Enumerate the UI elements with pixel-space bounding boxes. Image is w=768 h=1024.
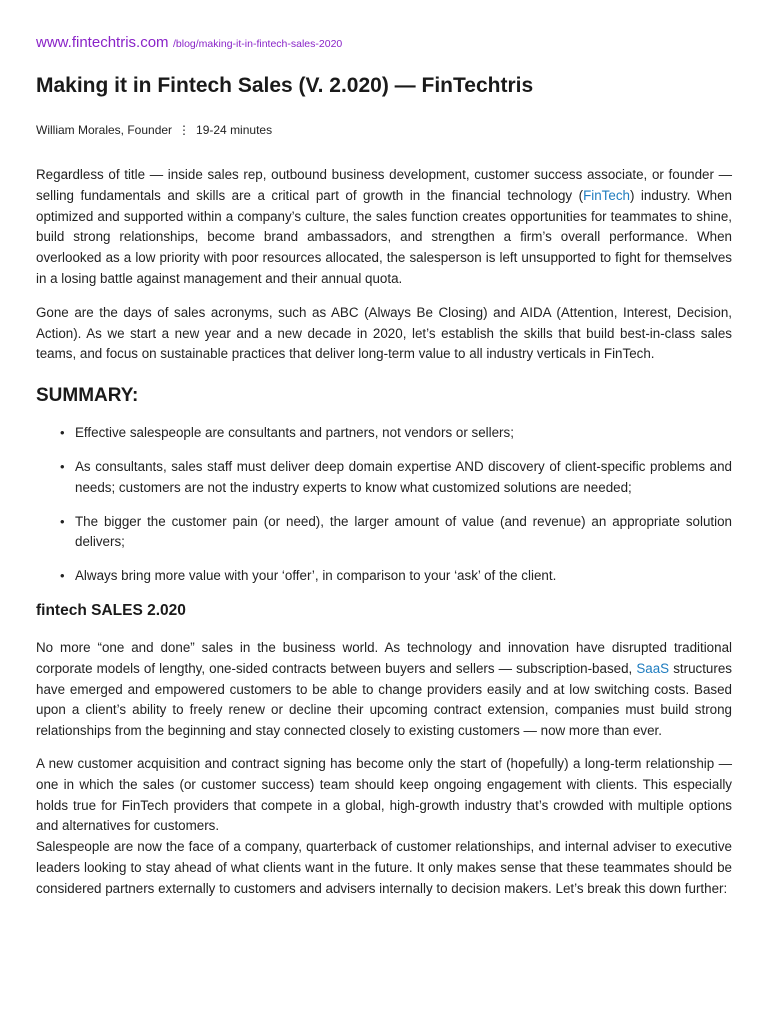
list-item [60, 457, 732, 499]
bullet-icon: • [60, 568, 65, 584]
paragraph-acquisition: A new customer acquisition and contract signing has become only the start of (hopefully) a long-term relationship — one in which the sales (or customer success) team should keep ongoing engagement with clients. This especially holds true for FinTech providers that compete in a global, high-growth industry that’s crowded with multiple options and alternatives for customers. [36, 755, 732, 834]
paragraph-text: structures have emerged and empowered customers to be able to change providers easily and at low switching costs. Based upon a client’s ability to freely renew or decline their upcoming contract extension, companies must build strong relationships from the beginning and stay connected closely to existing customers — now more than ever. [36, 660, 732, 739]
paragraph-text: No more “one and done” sales in the business world. As technology and innovation have disrupted traditional corporate models of lengthy, one-sided contracts between buyers and sellers — subscription-based, [36, 639, 732, 676]
section-heading: fintech SALES 2.020 [36, 601, 186, 619]
paragraph-acronyms: Gone are the days of sales acronyms, such as ABC (Always Be Closing) and AIDA (Attention, Interest, Decision, Action). As we start a new year and a new decade in 2020, let’s establish the skills that build best-in-class sales teams, and focus on sustainable practices that deliver long-term value to all industry verticals in FinTech. [36, 304, 732, 362]
paragraph-intro [36, 165, 732, 290]
source-url [36, 32, 732, 55]
bullet-icon: • [60, 458, 65, 474]
paragraph-saas [36, 638, 732, 742]
article-body [36, 165, 732, 900]
list-item-text: Effective salespeople are consultants and partners, not vendors or sellers; [75, 425, 514, 441]
list-item-text: As consultants, sales staff must deliver deep domain expertise AND discovery of client-specific problems and needs; customers are not the industry experts to know what customized solutions are needed; [75, 458, 732, 495]
byline: William Morales, Founder ⋮ 19-24 minutes [36, 123, 273, 137]
fintech-link[interactable]: FinTech [583, 187, 630, 203]
site-domain-link[interactable]: www.fintechtris.com [36, 34, 169, 51]
paragraph-text: ) industry. When optimized and supported within a company’s culture, the sales function creates opportunities for teammates to shine, build strong relationships, become brand ambassadors, and strengthen a firm’s overall performance. When overlooked as a low priority with poor resources allocated, the salesperson is left unsupported to fight for themselves in a losing battle against management and their annual quota. [36, 187, 732, 286]
list-item-text: Always bring more value with your ‘offer’, in comparison to your ‘ask’ of the client. [75, 568, 557, 584]
list-item [60, 566, 732, 587]
paragraph-text: Regardless of title — inside sales rep, outbound business development, customer success associate, or founder — selling fundamentals and skills are a critical part of growth in the financial technology ( [36, 167, 732, 203]
list-item-text: The bigger the customer pain (or need), the larger amount of value (and revenue) an appropriate solution delivers; [75, 513, 732, 550]
bullet-icon: • [60, 425, 65, 441]
article-path-link[interactable]: /blog/making-it-in-fintech-sales-2020 [173, 38, 343, 50]
summary-list [36, 423, 732, 587]
page-title: Making it in Fintech Sales (V. 2.020) — FinTechtris [36, 74, 534, 97]
saas-link[interactable]: SaaS [636, 660, 670, 676]
paragraph-salespeople: Salespeople are now the face of a company, quarterback of customer relationships, and internal adviser to executive leaders looking to stay ahead of what clients want in the future. It only makes sense that these teammates should be considered partners externally to customers and advisers internally to decision makers. Let’s break this down further: [36, 839, 732, 896]
summary-heading: SUMMARY: [36, 385, 139, 407]
list-item [60, 423, 732, 444]
list-item [60, 512, 732, 554]
bullet-icon: • [60, 513, 65, 529]
